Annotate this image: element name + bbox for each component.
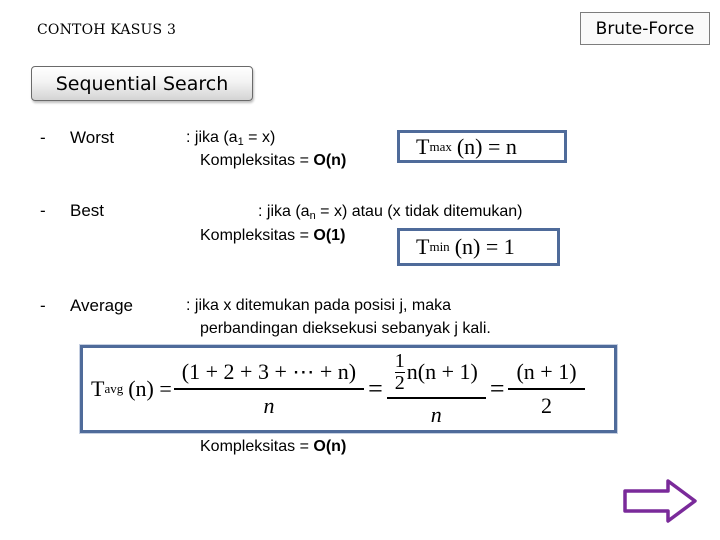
formula-best: T min (n) = 1 <box>397 228 560 266</box>
slide-title: Sequential Search <box>31 66 253 101</box>
bullet-worst: - <box>40 128 46 147</box>
bullet-average: - <box>40 296 46 315</box>
condition-average-line1: : jika x ditemukan pada posisi j, maka <box>186 297 452 314</box>
topic-tag: Brute-Force <box>580 12 710 45</box>
condition-average-line2: perbandingan dieksekusi sebanyak j kali. <box>200 320 491 337</box>
complexity-average: Kompleksitas = O(n) <box>200 438 347 455</box>
fraction-half-n-n-plus-1: 1 2 n(n + 1) n <box>391 351 482 428</box>
complexity-best: Kompleksitas = O(1) <box>200 227 346 244</box>
formula-worst: T max (n) = n <box>397 130 567 163</box>
case-label: CONTOH KASUS 3 <box>37 22 177 38</box>
case-name-best: Best <box>70 201 105 220</box>
complexity-worst: Kompleksitas = O(n) <box>200 152 347 169</box>
bullet-best: - <box>40 201 46 220</box>
fraction-sum-over-n: $\frac{(1 + 2 + 3 + \cdots + n)}{n}$ <box>178 359 360 419</box>
condition-best: : jika $(a_n = x)$ atau (x tidak ditemukan) <box>258 203 523 222</box>
fraction-n-plus-1-over-2: $\frac{(n + 1)}{2}$ <box>512 359 580 419</box>
case-name-average: Average <box>70 296 134 315</box>
right-arrow-icon[interactable] <box>622 478 698 529</box>
formula-average: T avg (n) = $\frac{(1 + 2 + 3 + \cdots + n)}{n}$ = 1 2 n(n + 1) n = $\frac{(n + 1)}{2}$ <box>80 345 617 433</box>
condition-worst: : jika $(a_1 = x)$ <box>186 129 276 148</box>
case-name-worst: Worst <box>70 128 115 147</box>
